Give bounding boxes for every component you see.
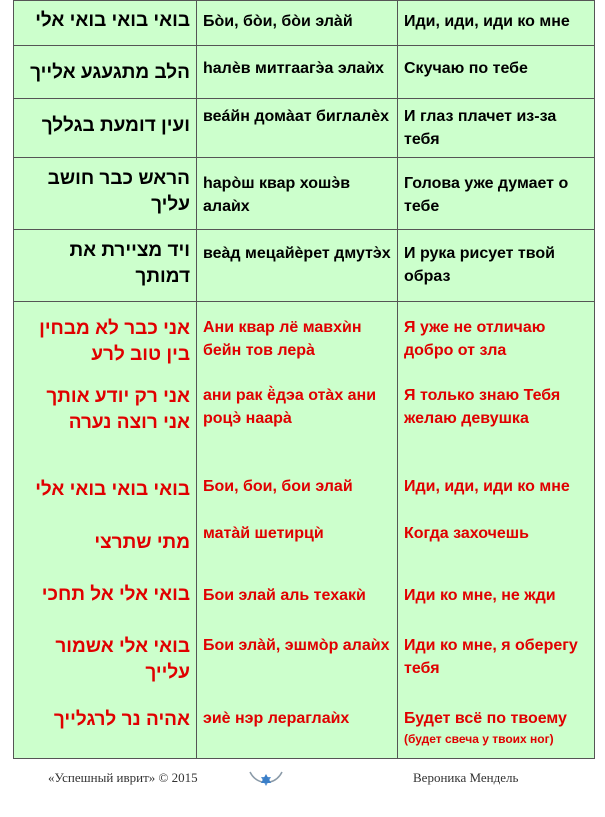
transliteration-cell: матàй шетирцѝ xyxy=(197,518,398,578)
transliteration-cell: ани рак ё̀дэа отàх ани роцэ̀ наара̀ xyxy=(197,374,398,472)
author-name: Вероника Мендель xyxy=(413,770,519,785)
hebrew-cell: אני כבר לא מבחין בין טוב לרע xyxy=(14,302,197,374)
transliteration-cell: Бои элàй, эшмòр алаѝх xyxy=(197,629,398,695)
hebrew-cell: בואי אלי אשמור עלייך xyxy=(14,629,197,695)
hebrew-cell: ועין דומעת בגללך xyxy=(14,99,197,157)
russian-note: (будет свеча у твоих ног) xyxy=(404,732,554,746)
table-row xyxy=(13,374,595,472)
russian-cell: Голова уже думает о тебе xyxy=(404,175,569,215)
table-row xyxy=(13,472,595,518)
transliteration-cell: Бои, бои, бои элай xyxy=(197,472,398,518)
russian-cell: И глаз плачет из-за тебя xyxy=(404,108,557,148)
russian-text: Будет всё по твоему xyxy=(404,710,567,727)
hebrew-cell: אהיה נר לרגלייך xyxy=(14,695,197,758)
russian-cell: Я только знаю Тебя желаю девушка xyxy=(404,387,561,427)
hebrew-cell: מתי שתרצי xyxy=(14,518,197,578)
hebrew-cell: בואי אלי אל תחכי xyxy=(14,578,197,629)
copyright-text: «Успешный иврит» © 2015 xyxy=(48,770,198,785)
table-row xyxy=(13,629,595,695)
russian-cell xyxy=(398,695,594,758)
russian-cell: Я уже не отличаю добро от зла xyxy=(404,319,546,359)
hebrew-cell: אני רק יודע אותך אני רוצה נערה xyxy=(14,374,197,472)
table-row xyxy=(13,46,595,99)
lyrics-table xyxy=(13,0,595,759)
russian-cell: Иди, иди, иди ко мне xyxy=(404,13,570,30)
transliteration-cell: веáйн домàат биглалèх xyxy=(197,99,398,157)
transliteration-cell: веàд мецайèрет дмутэ̀х xyxy=(197,230,398,301)
table-row xyxy=(13,0,595,46)
russian-cell: Скучаю по тебе xyxy=(404,60,528,77)
russian-cell: Когда захочешь xyxy=(404,525,529,542)
hebrew-cell: בואי בואי בואי אלי xyxy=(14,1,197,45)
table-row xyxy=(13,230,595,302)
russian-cell: Иди, иди, иди ко мне xyxy=(404,478,570,495)
table-row xyxy=(13,518,595,578)
table-row xyxy=(13,302,595,374)
transliteration-cell: Ани квар лё мавхѝн бейн тов лера̀ xyxy=(197,302,398,374)
table-row xyxy=(13,158,595,230)
table-row xyxy=(13,99,595,158)
table-row xyxy=(13,695,595,759)
star-of-david-logo-icon xyxy=(244,768,288,790)
hebrew-cell: בואי בואי בואי אלי xyxy=(14,472,197,518)
transliteration-cell: Бòи, бòи, бòи элàй xyxy=(197,1,398,45)
transliteration-cell: эиè нэр лераглаѝх xyxy=(197,695,398,758)
footer xyxy=(0,766,605,796)
hebrew-cell: הלב מתגעגע אלייך xyxy=(14,46,197,98)
transliteration-cell: hарòш квар хошэ̀в алаѝх xyxy=(197,158,398,229)
transliteration-cell: Бои элай аль техакѝ xyxy=(197,578,398,629)
russian-cell: Иди ко мне, не жди xyxy=(404,587,556,604)
russian-cell: Иди ко мне, я оберегу тебя xyxy=(404,637,578,677)
hebrew-cell: ויד מציירת את דמותך xyxy=(14,230,197,301)
hebrew-cell: הראש כבר חושב עליך xyxy=(14,158,197,229)
table-row xyxy=(13,578,595,629)
russian-cell: И рука рисует твой образ xyxy=(404,245,555,285)
transliteration-cell: hалèв митгаагэ̀а элаѝх xyxy=(197,46,398,98)
